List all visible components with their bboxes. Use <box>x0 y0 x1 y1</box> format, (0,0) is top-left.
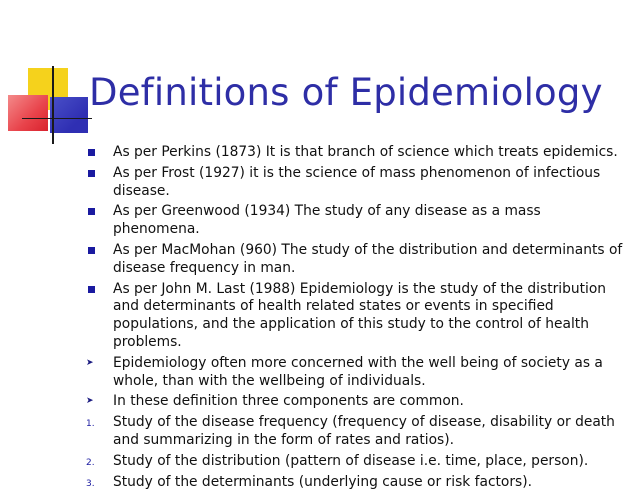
list-item <box>86 355 631 391</box>
list-item-text: Epidemiology often more concerned with the well being of society as a whole, than with the wellbeing of individuals. <box>113 354 603 389</box>
list-item-text: As per Perkins (1873) It is that branch of science which treats epidemics. <box>113 144 618 160</box>
list-number: 3. <box>86 478 95 489</box>
list-item <box>86 414 631 450</box>
list-item <box>86 242 631 278</box>
list-item-text: As per MacMohan (960) The study of the distribution and determinants of disease frequency in man. <box>113 241 623 276</box>
list-item <box>86 203 631 239</box>
definitions-list <box>86 144 631 494</box>
list-item <box>86 144 631 162</box>
list-item-text: As per Frost (1927) it is the science of mass phenomenon of infectious disease. <box>113 164 601 199</box>
square-bullet-icon <box>88 247 95 254</box>
list-number: 1. <box>86 419 95 430</box>
list-item <box>86 165 631 201</box>
decor-vertical-line <box>52 66 54 144</box>
square-bullet-icon <box>88 170 95 177</box>
slide-title: Definitions of Epidemiology <box>89 71 603 114</box>
decor-red-square <box>8 95 48 131</box>
list-item <box>86 453 631 471</box>
arrow-bullet-icon: ➤ <box>86 396 94 407</box>
square-bullet-icon <box>88 208 95 215</box>
list-item <box>86 474 631 492</box>
decor-horizontal-line <box>22 118 92 119</box>
arrow-bullet-icon: ➤ <box>86 357 94 368</box>
list-item-text: In these definition three components are common. <box>113 393 464 410</box>
square-bullet-icon <box>88 286 95 293</box>
list-item-text: Study of the disease frequency (frequency of disease, disability or death and summarizing in the form of rates and ratios). <box>113 414 615 448</box>
decor-blue-square <box>50 97 88 133</box>
square-bullet-icon <box>88 149 95 156</box>
list-number: 2. <box>86 457 95 468</box>
list-item-text: As per Greenwood (1934) The study of any disease as a mass phenomena. <box>113 203 541 238</box>
list-item <box>86 281 631 352</box>
list-item-text: Study of the determinants (underlying cause or risk factors). <box>113 473 533 490</box>
list-item-text: Study of the distribution (pattern of disease i.e. time, place, person). <box>113 452 589 469</box>
list-item-text: As per John M. Last (1988) Epidemiology is the study of the distribution and determinants of health related states or events in specified populations, and the application of this study to the control of health problems. <box>113 280 607 350</box>
list-item <box>86 393 631 411</box>
